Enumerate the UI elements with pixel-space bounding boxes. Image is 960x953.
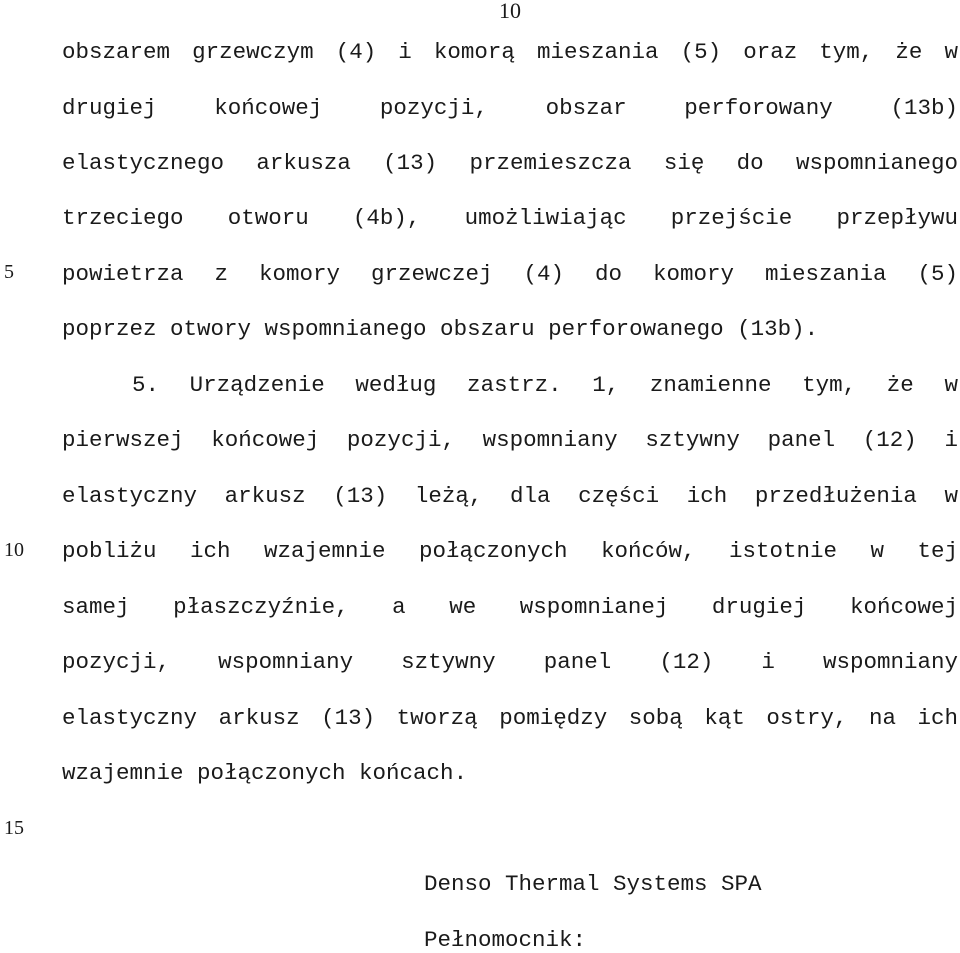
text-line: trzeciego otworu (4b), umożliwiając przejście przepływu xyxy=(62,205,958,231)
text-line: poprzez otwory wspomnianego obszaru perforowanego (13b). xyxy=(62,316,819,342)
line-number-15: 15 xyxy=(4,817,24,839)
text-line: samej płaszczyźnie, a we wspomnianej drugiej końcowej xyxy=(62,594,958,620)
text-line: elastyczny arkusz (13) leżą, dla części ich przedłużenia w xyxy=(62,483,958,509)
line-number-5: 5 xyxy=(4,261,14,283)
page-number: 10 xyxy=(499,0,521,23)
line-number-10: 10 xyxy=(4,539,24,561)
text-line: pobliżu ich wzajemnie połączonych końców, istotnie w tej xyxy=(62,538,958,564)
text-line: obszarem grzewczym (4) i komorą mieszania (5) oraz tym, że w xyxy=(62,39,958,65)
text-line: pierwszej końcowej pozycji, wspomniany sztywny panel (12) i xyxy=(62,427,958,453)
signature-proxy-label: Pełnomocnik: xyxy=(424,927,587,953)
signature-company: Denso Thermal Systems SPA xyxy=(424,871,762,897)
text-line: wzajemnie połączonych końcach. xyxy=(62,760,468,786)
text-line: pozycji, wspomniany sztywny panel (12) i wspomniany xyxy=(62,649,958,675)
text-line: elastyczny arkusz (13) tworzą pomiędzy sobą kąt ostry, na ich xyxy=(62,705,958,731)
text-line: drugiej końcowej pozycji, obszar perforowany (13b) xyxy=(62,95,958,121)
text-line: elastycznego arkusza (13) przemieszcza się do wspomnianego xyxy=(62,150,958,176)
claim-5-first-line: 5. Urządzenie według zastrz. 1, znamienne tym, że w xyxy=(132,372,958,398)
text-line: powietrza z komory grzewczej (4) do komory mieszania (5) xyxy=(62,261,958,287)
